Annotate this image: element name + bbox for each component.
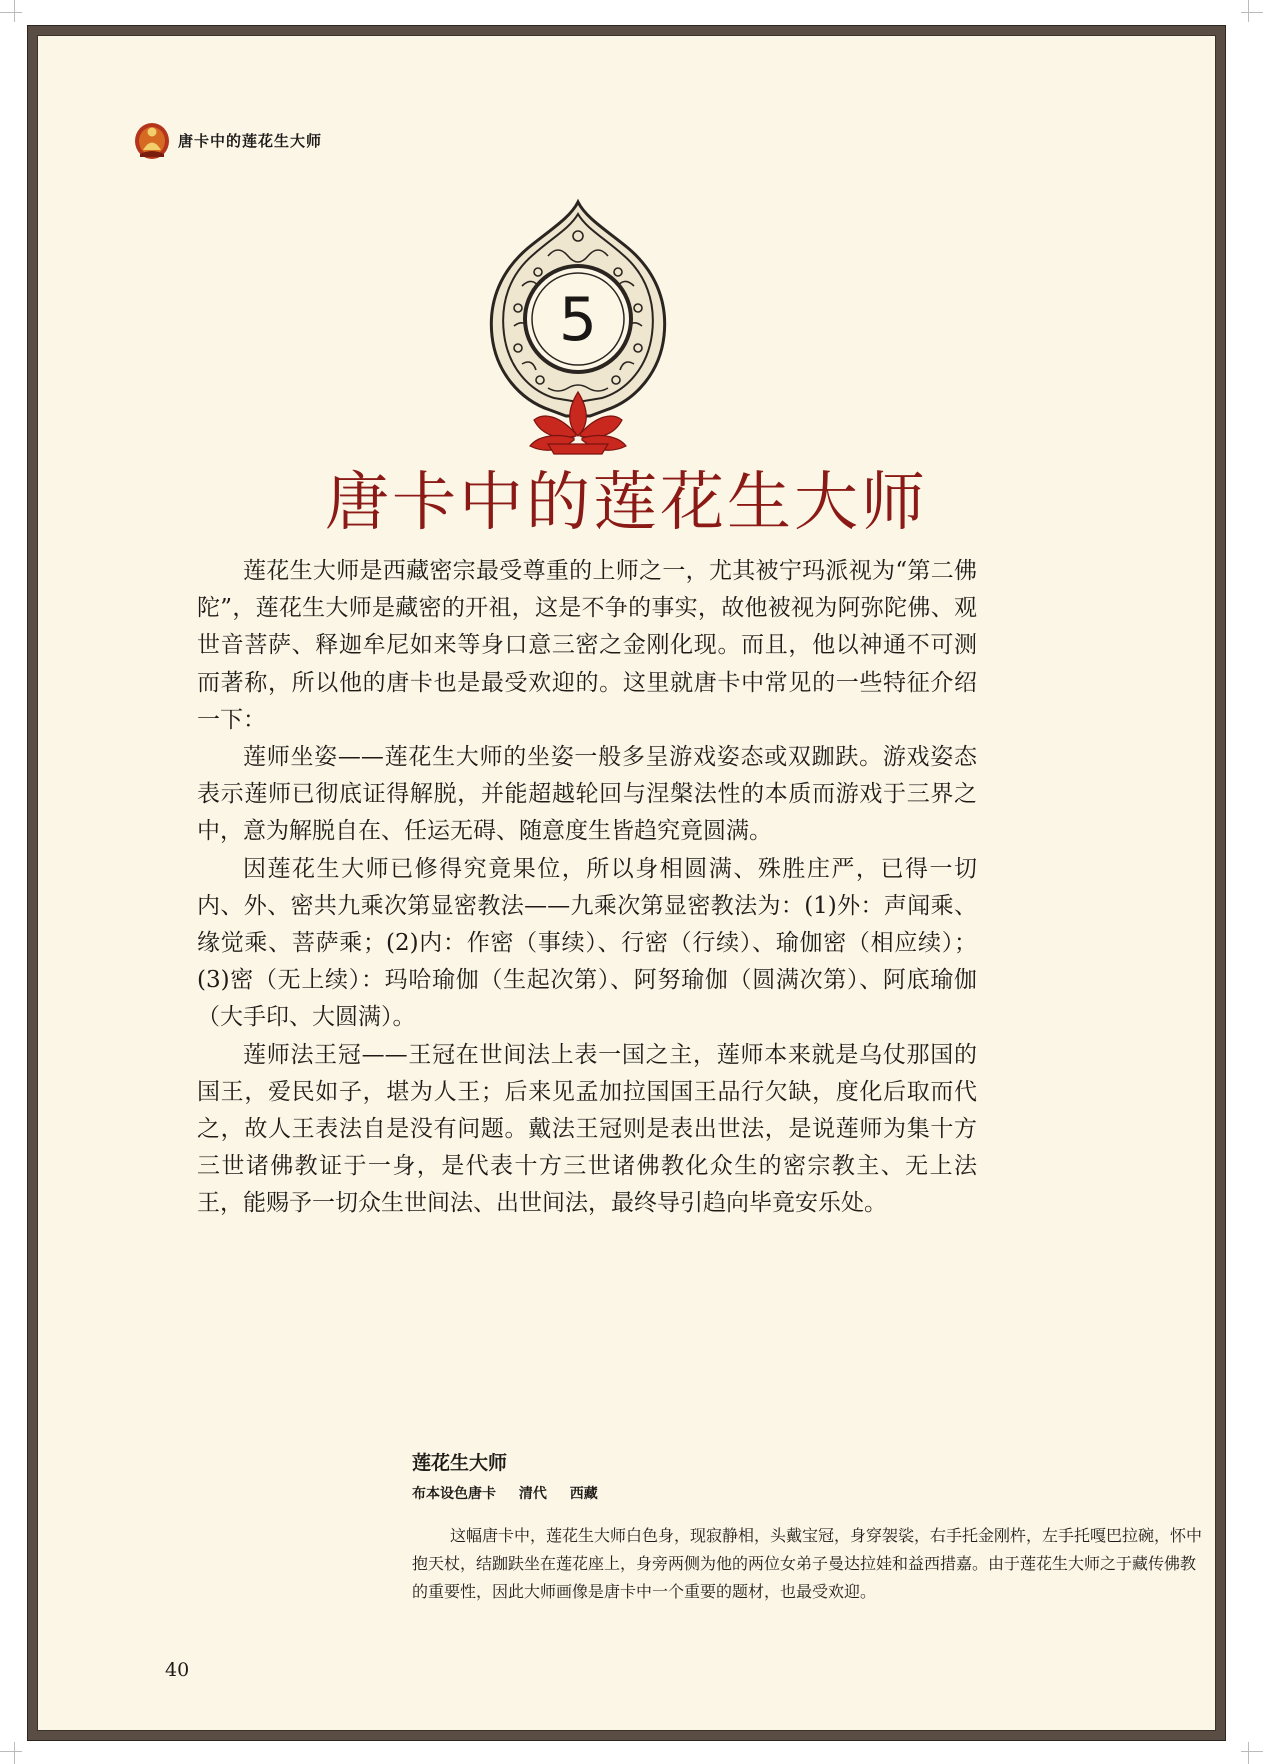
- paragraph: 莲师坐姿——莲花生大师的坐姿一般多呈游戏姿态或双跏趺。游戏姿态表示莲师已彻底证得解脱，并能超越轮回与涅槃法性的本质而游戏于三界之中，意为解脱自在、任运无碍、随意度生皆趋究竟圆满。: [197, 744, 977, 845]
- crop-mark: [1248, 1742, 1249, 1764]
- crop-mark: [0, 12, 22, 13]
- buddha-badge-icon: [134, 120, 170, 160]
- caption-period: 清代: [518, 1486, 547, 1502]
- chapter-title: 唐卡中的莲花生大师: [325, 466, 928, 540]
- running-head-text: 唐卡中的莲花生大师: [178, 131, 323, 150]
- crop-mark: [1241, 12, 1263, 13]
- caption-subtitle: [412, 1483, 616, 1503]
- caption-body: [412, 1522, 1204, 1606]
- page-frame: [28, 26, 1225, 1740]
- chapter-number: 5: [558, 285, 598, 355]
- paragraph: 莲师法王冠——王冠在世间法上表一国之主，莲师本来就是乌仗那国的国王，爱民如子，堪为人王；后来见孟加拉国国王品行欠缺，度化后取而代之，故人王表法自是没有问题。戴法王冠则是表出世法，是说莲师为集十方三世诸佛教证于一身，是代表十方三世诸佛教化众生的密宗教主、无上法王，能赐予一切众生世间法、出世间法，最终导引趋向毕竟安乐处。: [197, 1041, 977, 1217]
- body-text: [197, 553, 977, 1223]
- running-head: [134, 120, 322, 160]
- crop-mark: [1248, 0, 1249, 22]
- paragraph: 莲花生大师是西藏密宗最受尊重的上师之一，尤其被宁玛派视为“第二佛陀”，莲花生大师是藏密的开祖，这是不争的事实，故他被视为阿弥陀佛、观世音菩萨、释迦牟尼如来等身口意三密之金刚化现。而且，他以神通不可测而著称，所以他的唐卡也是最受欢迎的。这里就唐卡中常见的一些特征介绍一下：: [197, 558, 977, 733]
- chapter-emblem-icon: [478, 196, 678, 466]
- caption-title: 莲花生大师: [412, 1452, 508, 1474]
- caption-text: 这幅唐卡中，莲花生大师白色身，现寂静相，头戴宝冠，身穿袈裟，右手托金刚杵，左手托嘎巴拉碗，怀中抱天杖，结跏趺坐在莲花座上，身旁两侧为他的两位女弟子曼达拉娃和益西措嘉。由于莲花生大师之于藏传佛教的重要性，因此大师画像是唐卡中一个重要的题材，也最受欢迎。: [412, 1526, 1203, 1601]
- paragraph: 因莲花生大师已修得究竟果位，所以身相圆满、殊胜庄严，已得一切内、外、密共九乘次第显密教法——九乘次第显密教法为：(1)外：声闻乘、缘觉乘、菩萨乘；(2)内：作密（事续）、行密（行续）、瑜伽密（相应续）；(3)密（无上续）：玛哈瑜伽（生起次第）、阿努瑜伽（圆满次第）、阿底瑜伽（大手印、大圆满）。: [197, 855, 977, 1031]
- crop-mark: [14, 1742, 15, 1764]
- crop-mark: [14, 0, 15, 22]
- crop-mark: [1241, 1751, 1263, 1752]
- crop-mark: [0, 1751, 22, 1752]
- book-page: [37, 35, 1216, 1731]
- page-number: 40: [165, 1659, 190, 1681]
- caption-medium: 布本设色唐卡: [412, 1486, 496, 1502]
- caption-origin: 西藏: [569, 1486, 598, 1502]
